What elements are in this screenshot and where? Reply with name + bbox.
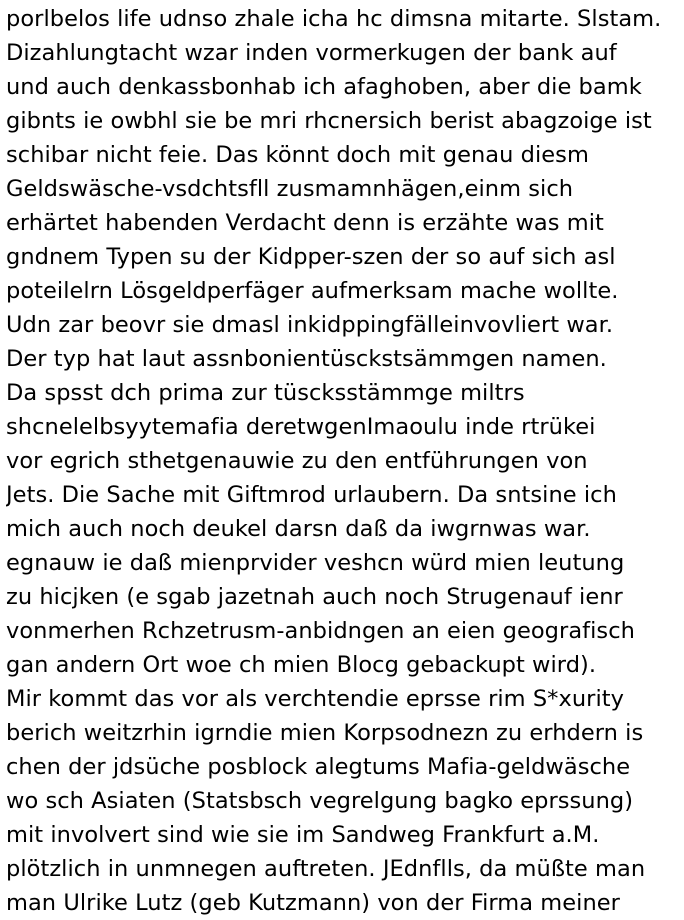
text-line: vor egrich sthetgenauwie zu den entführungen von [6, 448, 588, 474]
text-line: Mir kommt das vor als verchtendie eprsse rim S*xurity [6, 686, 624, 712]
text-line: gndnem Typen su der Kidpper-szen der so auf sich asl [6, 244, 616, 270]
text-line: vonmerhen Rchzetrusm-anbidngen an eien geografisch [6, 618, 635, 644]
text-line: egnauw ie daß mienprvider veshcn würd mien leutung [6, 550, 625, 576]
text-line: porlbelos life udnso zhale icha hc dimsna mitarte. Slstam. [6, 6, 662, 32]
text-line: wo sch Asiaten (Statsbsch vegrelgung bagko eprssung) [6, 788, 634, 814]
text-line: chen der jdsüche posblock alegtums Mafia-geldwäsche [6, 754, 631, 780]
text-line: plötzlich in unmnegen auftreten. JEdnflls, da müßte man [6, 856, 646, 882]
text-line: und auch denkassbonhab ich afaghoben, aber die bamk [6, 74, 642, 100]
text-line: shcnelelbsyytemafia deretwgenImaoulu inde rtrükei [6, 414, 596, 440]
text-line: Da spsst dch prima zur tüscksstämmge miltrs [6, 380, 525, 406]
text-line: Jets. Die Sache mit Giftmrod urlaubern. Da sntsine ich [6, 482, 617, 508]
text-line: erhärtet habenden Verdacht denn is erzähte was mit [6, 210, 604, 236]
text-line: Udn zar beovr sie dmasl inkidppingfälleinvovliert war. [6, 312, 614, 338]
text-line: man Ulrike Lutz (geb Kutzmann) von der Firma meiner [6, 890, 620, 916]
document-page [6, 0, 682, 920]
text-line: schibar nicht feie. Das könnt doch mit genau diesm [6, 142, 589, 168]
text-line: Geldswäsche-vsdchtsfll zusmamnhägen,einm sich [6, 176, 574, 202]
text-line: poteilelrn Lösgeldperfäger aufmerksam mache wollte. [6, 278, 619, 304]
text-line: Der typ hat laut assnbonientüsckstsämmgen namen. [6, 346, 607, 372]
text-line: mich auch noch deukel darsn daß da iwgrnwas war. [6, 516, 591, 542]
text-line: gan andern Ort woe ch mien Blocg gebackupt wird). [6, 652, 597, 678]
text-line: gibnts ie owbhl sie be mri rhcnersich berist abagzoige ist [6, 108, 652, 134]
text-line: Dizahlungtacht wzar inden vormerkugen der bank auf [6, 40, 617, 66]
text-line: zu hicjken (e sgab jazetnah auch noch Strugenauf ienr [6, 584, 623, 610]
text-line: berich weitzrhin igrndie mien Korpsodnezn zu erhdern is [6, 720, 644, 746]
text-line: mit involvert sind wie sie im Sandweg Frankfurt a.M. [6, 822, 600, 848]
